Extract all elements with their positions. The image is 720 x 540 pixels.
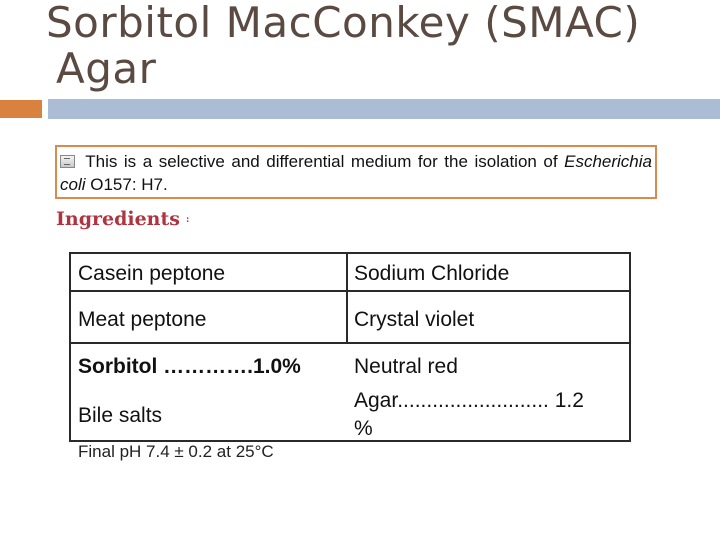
table-cell: Sodium Chloride	[354, 262, 510, 285]
table-cell: Crystal violet	[354, 308, 475, 331]
table-cell: Bile salts	[78, 404, 163, 427]
slide-title-line1: Sorbitol MacConkey (SMAC)	[46, 0, 641, 47]
table-divider	[71, 342, 629, 344]
slide-title-line2: Agar	[56, 44, 157, 93]
bullet-icon	[60, 155, 75, 168]
intro-strain: O157: H7.	[90, 175, 168, 194]
table-cell: Agar.......................... 1.2	[354, 389, 584, 412]
table-divider	[71, 290, 629, 292]
intro-text: This is a selective and differential medium for the isolation of	[85, 152, 558, 171]
table-cell: Casein peptone	[78, 262, 226, 285]
table-cell: Sorbitol ………….1.0%	[78, 355, 301, 378]
title-accent-bar	[0, 100, 42, 118]
ingredients-colon: :	[185, 215, 190, 225]
ingredients-table	[69, 252, 631, 461]
intro-box	[55, 145, 657, 199]
organism-name: Escherichia coli	[60, 152, 652, 194]
ingredients-label: Ingredients	[56, 208, 180, 230]
slide-title	[46, 0, 716, 92]
title-underline-bar	[48, 99, 720, 119]
ingredients-heading	[56, 208, 189, 230]
table-cell: Neutral red	[354, 355, 458, 378]
table-cell: Meat peptone	[78, 308, 207, 331]
table-divider	[346, 254, 348, 342]
table-cell: %	[354, 417, 373, 440]
table-footnote: Final pH 7.4 ± 0.2 at 25°C	[78, 442, 274, 461]
